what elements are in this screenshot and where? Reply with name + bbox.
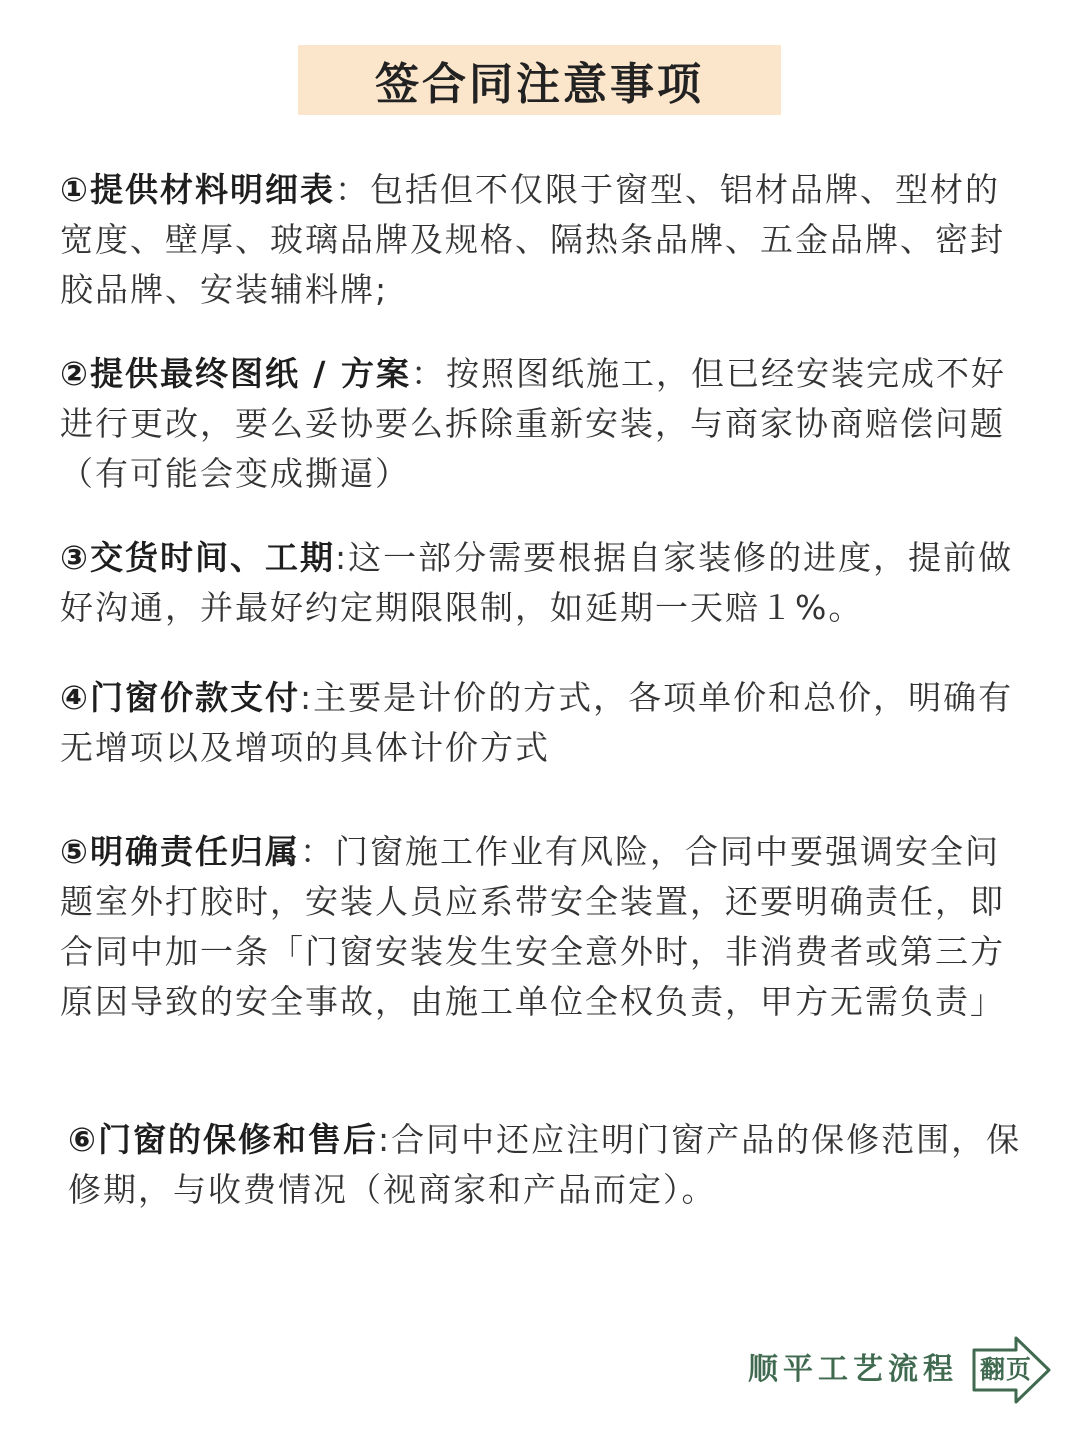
- item-body: 门窗施工作业有风险，合同中要强调安全问题室外打胶时，安装人员应系带安全装置，还要明确责任，即合同中加一条「门窗安装发生安全意外时，非消费者或第三方原因导致的安全事故，由施工单位全权负责，甲方无需负责」: [60, 832, 1005, 1021]
- item-body: 包括但不仅限于窗型、铝材品牌、型材的宽度、壁厚、玻璃品牌及规格、隔热条品牌、五金品牌、密封胶品牌、安装辅料牌;: [60, 170, 1005, 309]
- item-body: 主要是计价的方式，各项单价和总价，明确有无增项以及增项的具体计价方式: [60, 678, 1014, 767]
- title-banner: [298, 45, 781, 115]
- item-heading: ④门窗价款支付: [60, 678, 300, 717]
- item-separator: :: [334, 538, 349, 577]
- item-body: 按照图纸施工，但已经安装完成不好进行更改，要么妥协要么拆除重新安装，与商家协商赔偿问题（有可能会变成撕逼）: [60, 354, 1006, 493]
- list-item-1: [60, 165, 1015, 315]
- list-item-4: [60, 673, 1015, 773]
- list-item-5: [60, 827, 1020, 1027]
- item-body: 合同中还应注明门窗产品的保修范围，保修期，与收费情况（视商家和产品而定）。: [68, 1120, 1022, 1209]
- list-item-2: [60, 349, 1015, 499]
- list-item-6: [68, 1115, 1023, 1215]
- item-heading: ②提供最终图纸 / 方案: [60, 354, 411, 393]
- item-separator: :: [377, 1120, 392, 1159]
- item-body: 这一部分需要根据自家装修的进度，提前做好沟通，并最好约定期限限制，如延期一天赔１%。: [60, 538, 1014, 627]
- item-separator: :: [299, 678, 314, 717]
- item-heading: ⑥门窗的保修和售后: [68, 1120, 378, 1159]
- item-heading: ⑤明确责任归属: [60, 832, 300, 871]
- item-heading: ①提供材料明细表: [60, 170, 335, 209]
- item-separator: ：: [410, 354, 446, 393]
- item-heading: ③交货时间、工期: [60, 538, 335, 577]
- footer-brand-label: 顺平工艺流程: [748, 1352, 958, 1387]
- item-separator: ：: [334, 170, 370, 209]
- list-item-3: [60, 533, 1015, 633]
- next-page-button[interactable]: [972, 1336, 1052, 1404]
- next-page-label: 翻页: [980, 1355, 1033, 1384]
- page-title: 签合同注意事项: [375, 59, 704, 110]
- item-separator: ：: [299, 832, 335, 871]
